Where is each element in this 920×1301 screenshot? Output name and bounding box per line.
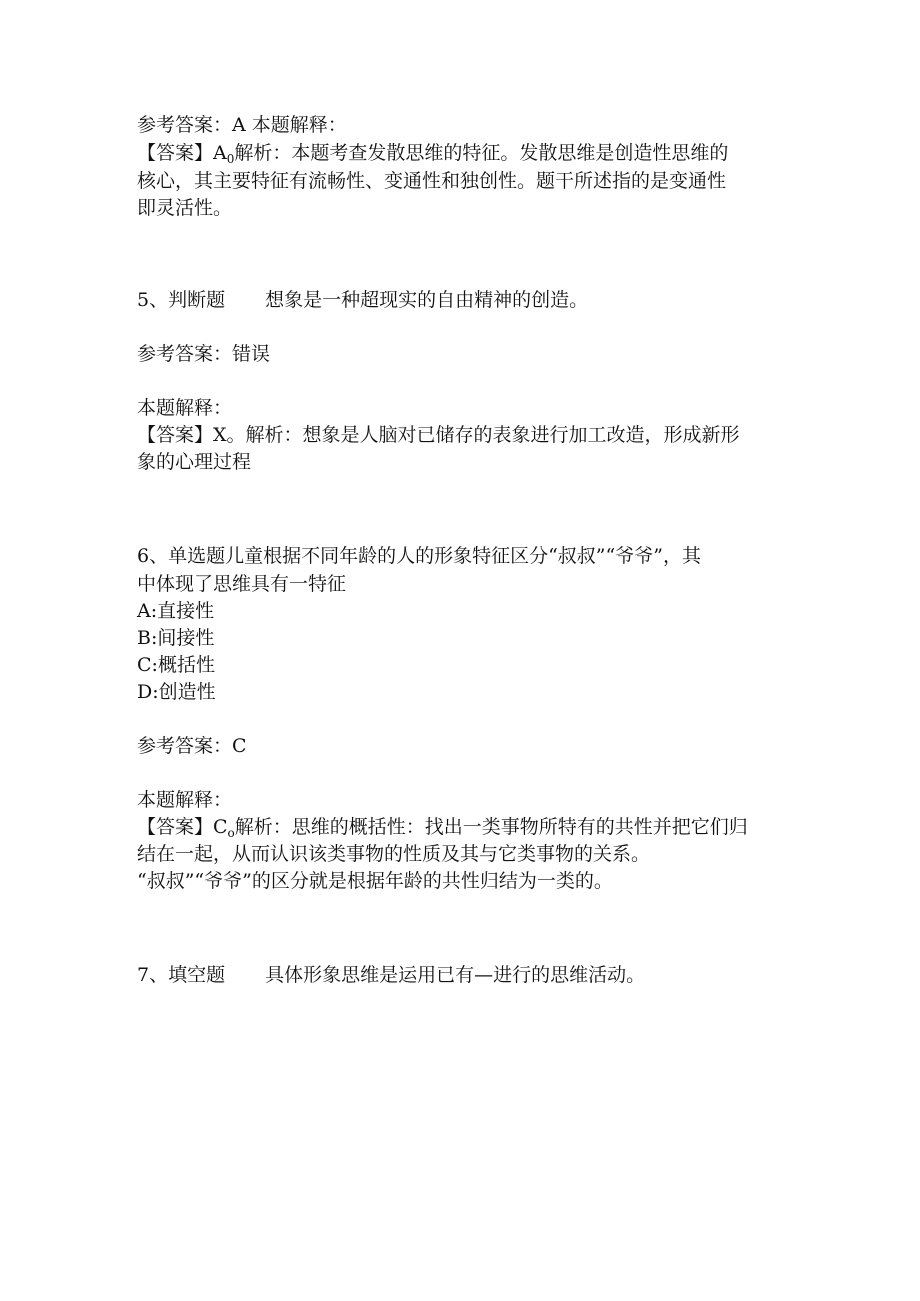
q5-stem: 想象是一种超现实的自由精神的创造。 — [265, 289, 589, 311]
q4-answer-line: 参考答案：A 本题解释： — [137, 114, 347, 136]
q7-stem: 具体形象思维是运用已有—进行的思维活动。 — [265, 964, 646, 986]
q6-explanation-label: 本题解释： — [137, 789, 233, 811]
q6-option-b: B:间接性 — [137, 627, 215, 649]
q6-option-a: A:直接性 — [137, 600, 215, 622]
q6-answer-tag: 【答案】C — [137, 816, 228, 838]
q6-explanation-line-2: 结在一起，从而认识该类事物的性质及其与它类事物的关系。 — [137, 843, 651, 865]
q4-answer-tag: 【答案】A — [137, 142, 227, 164]
q6-stem-line-1: 6、单选题儿童根据不同年龄的人的形象特征区分“叔叔”“爷爷”，其 — [137, 545, 701, 567]
q7-number-type: 7、填空题 — [137, 964, 226, 986]
q5-number-type: 5、判断题 — [137, 289, 226, 311]
q5-answer: 参考答案：错误 — [137, 343, 271, 365]
q4-explanation-line-2: 核心，其主要特征有流畅性、变通性和独创性。题干所述指的是变通性 — [137, 170, 727, 192]
q7-question — [137, 962, 645, 988]
q4-answer-subscript: 0 — [226, 152, 235, 166]
q6-option-d: D:创造性 — [137, 681, 216, 703]
q6-answer: 参考答案：C — [137, 735, 247, 757]
q6-explanation-text: 解析：思维的概括性：找出一类事物所特有的共性并把它们归 — [234, 816, 748, 838]
q5-explanation-line-2: 象的心理过程 — [137, 451, 252, 473]
q6-explanation-line-3: “叔叔”“爷爷”的区分就是根据年龄的共性归结为一类的。 — [137, 870, 613, 892]
q6-answer-subscript: o — [227, 826, 235, 840]
q4-explanation-line-3: 即灵活性。 — [137, 197, 233, 219]
q5-explanation-label: 本题解释： — [137, 397, 233, 419]
q6-stem-line-2: 中体现了思维具有一特征 — [137, 573, 347, 595]
q6-option-c: C:概括性 — [137, 654, 215, 676]
q5-explanation-line-1: 【答案】X。解析：想象是人脑对已储存的表象进行加工改造，形成新形 — [137, 424, 740, 446]
q5-question — [137, 287, 588, 313]
q4-explanation-text: 解析：本题考查发散思维的特征。发散思维是创造性思维的 — [234, 142, 729, 164]
